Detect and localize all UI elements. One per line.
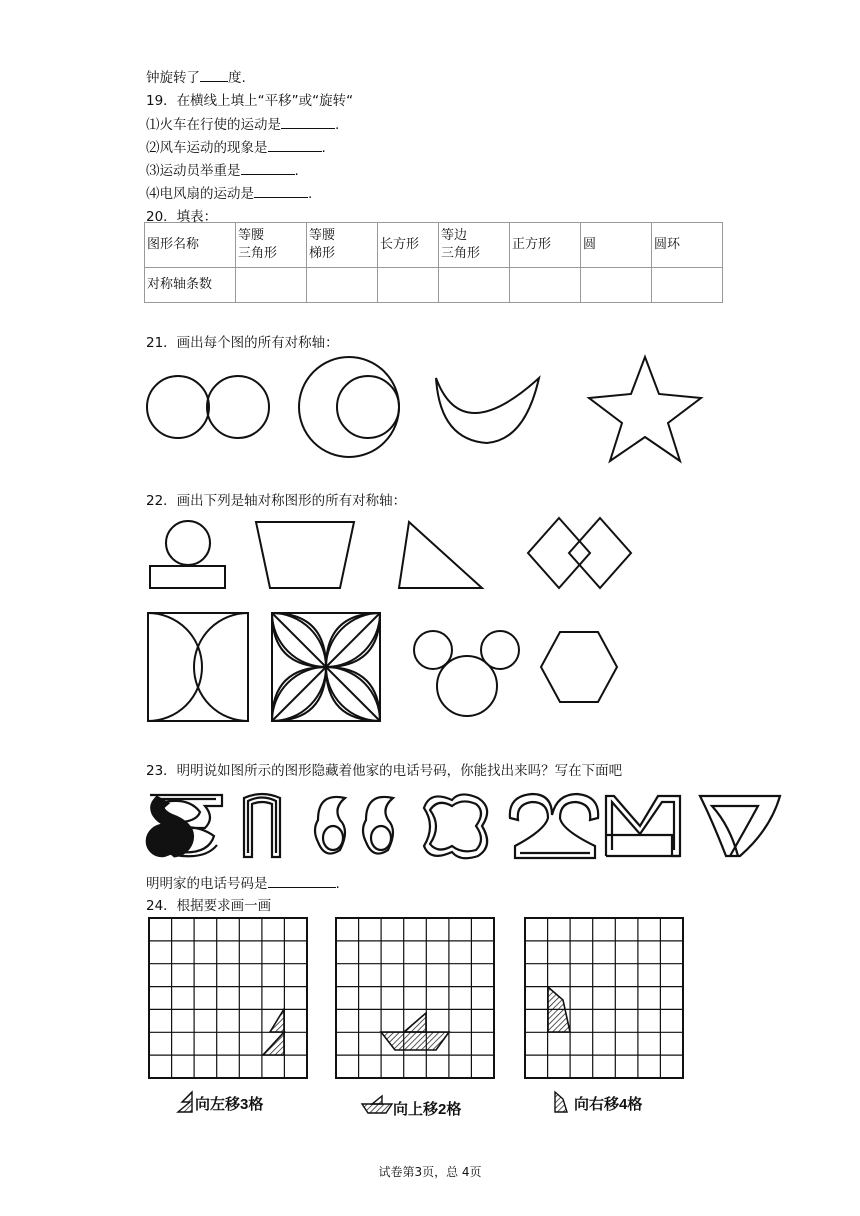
crescent-figure [436, 378, 539, 443]
digit-glyph-1: ঌ [147, 784, 193, 869]
q19-item-1: ⑴火车在行使的运动是 . [146, 117, 340, 133]
table-cell: 等腰 三角形 [236, 223, 307, 268]
right-triangle-figure [399, 522, 482, 588]
double-rhombus-figure [528, 518, 631, 588]
q23-title: 23．明明说如图所示的图形隐藏着他家的电话号码，你能找出来吗？写在下面吧 [146, 763, 623, 779]
digit-glyph-6 [606, 796, 680, 856]
table-cell: 长方形 [378, 223, 439, 268]
digit-glyph-3 [315, 797, 393, 854]
grid-right [525, 918, 683, 1078]
table-cell: 圆环 [652, 223, 723, 268]
q23-answer: 明明家的电话号码是 . [146, 876, 340, 892]
mini-shape-left-icon [178, 1092, 192, 1112]
mini-shape-middle-sail-icon [372, 1096, 382, 1104]
caption-move-right: 向右移4格 [574, 1096, 643, 1113]
square-arcs-figure [148, 613, 248, 721]
table-cell: 正方形 [510, 223, 581, 268]
q19-item-3: ⑶运动员举重是 . [146, 163, 299, 179]
mouse-head-figure [414, 631, 519, 716]
caption-move-up: 向上移2格 [393, 1101, 462, 1118]
hexagon-figure [541, 632, 617, 702]
q19-title: 19．在横线上填上“平移”或“旋转“ [146, 93, 354, 109]
q20-title: 20．填表： [146, 209, 218, 225]
q21-title: 21．画出每个图的所有对称轴： [146, 335, 339, 351]
digit-glyph-7 [700, 796, 780, 856]
q22-title: 22．画出下列是轴对称图形的所有对称轴： [146, 493, 407, 509]
grid-middle [336, 918, 494, 1078]
table-cell: 圆 [581, 223, 652, 268]
digit-glyph-2 [244, 794, 280, 857]
q18-tail: 钟旋转了 度. [146, 70, 246, 86]
star-figure [589, 357, 701, 461]
table-cell: 等腰 梯形 [307, 223, 378, 268]
mini-shape-middle-icon [362, 1104, 392, 1113]
circle-in-circle-figure [299, 357, 399, 457]
hatched-shape-middle [381, 1032, 449, 1050]
square-petals-figure [272, 613, 380, 721]
two-circles-figure [147, 376, 269, 438]
table-cell: 对称轴条数 [145, 268, 236, 303]
table-cell: 等边 三角形 [439, 223, 510, 268]
q24-title: 24．根据要求画一画 [146, 898, 272, 914]
grid-left [149, 918, 307, 1078]
digit-glyph-5 [510, 794, 598, 858]
digit-glyph-4 [424, 794, 487, 858]
mini-shape-right-icon [555, 1092, 567, 1112]
page-footer: 试卷第3页，总 4页 [378, 1165, 482, 1179]
circle-on-rect-figure [150, 521, 225, 588]
table-cell: 图形名称 [145, 223, 236, 268]
trapezoid-figure [256, 522, 354, 588]
q19-item-4: ⑷电风扇的运动是 . [146, 186, 313, 202]
caption-move-left: 向左移3格 [195, 1096, 264, 1113]
q19-item-2: ⑵风车运动的现象是 . [146, 140, 326, 156]
